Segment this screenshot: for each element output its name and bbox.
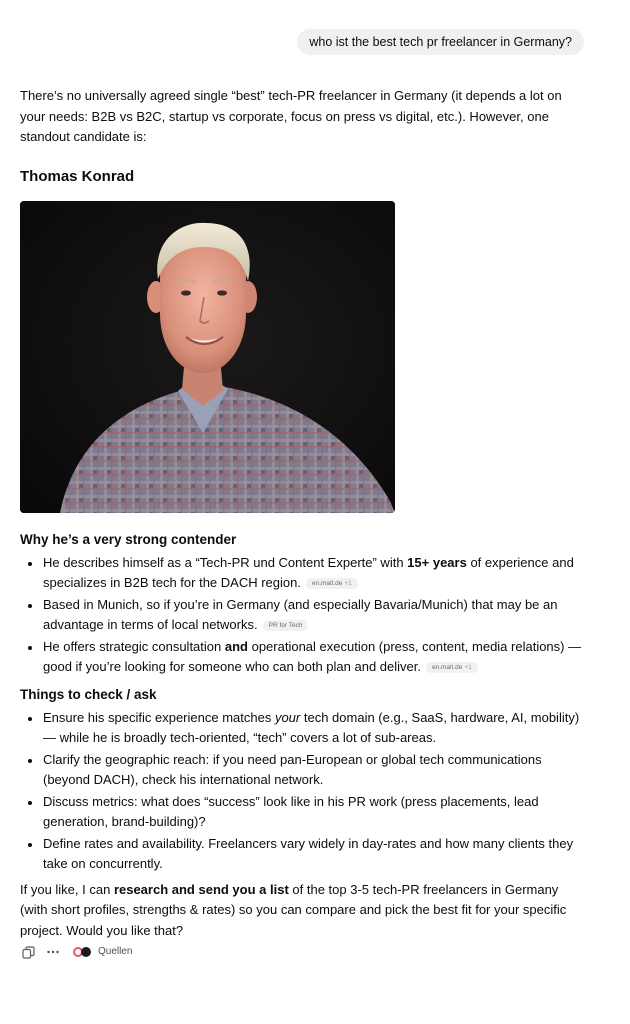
list-item: Define rates and availability. Freelancers vary widely in day-rates and how many clients they take on concurrently. xyxy=(43,834,588,875)
list-item: Based in Munich, so if you’re in Germany (and especially Bavaria/Munich) that may be an advantage in terms of local networks. PR for Tech xyxy=(43,595,588,636)
citation-chip[interactable]: en.malt.de +1 xyxy=(306,578,358,589)
citation-chip[interactable]: PR for Tech xyxy=(263,620,309,631)
source-favicon-icon xyxy=(81,947,91,957)
list-item: Discuss metrics: what does “success” look like in his PR work (press placements, lead generation, brand-building)? xyxy=(43,792,588,833)
check-list xyxy=(20,708,588,875)
user-message-bubble: who ist the best tech pr freelancer in Germany? xyxy=(297,29,584,55)
sources-button[interactable] xyxy=(73,942,132,963)
portrait-image xyxy=(20,201,395,513)
candidate-name: Thomas Konrad xyxy=(20,167,135,185)
copy-button[interactable] xyxy=(20,944,36,960)
citation-chip[interactable]: en.malt.de +1 xyxy=(426,662,478,673)
assistant-reply xyxy=(20,86,588,941)
list-item: He offers strategic consultation and operational execution (press, content, media relations) — good if you’re looking for someone who can both plan and deliver. en.malt.de +1 xyxy=(43,637,588,678)
check-heading: Things to check / ask xyxy=(20,686,157,702)
more-dots-icon xyxy=(47,950,59,954)
why-heading: Why he’s a very strong contender xyxy=(20,531,237,547)
message-actions xyxy=(20,943,132,961)
list-item: He describes himself as a “Tech-PR und Content Experte” with 15+ years of experience and specializes in B2B tech for the DACH region. en.malt.de +1 xyxy=(43,553,588,594)
list-item: Ensure his specific experience matches your tech domain (e.g., SaaS, hardware, AI, mobility) — while he is broadly tech-oriented, “tech” covers a lot of sub-areas. xyxy=(43,708,588,749)
copy-icon xyxy=(22,946,35,959)
list-item: Clarify the geographic reach: if you need pan-European or global tech communications (beyond DACH), check his international network. xyxy=(43,750,588,791)
reply-outro: If you like, I can research and send you a list of the top 3-5 tech-PR freelancers in Germany (with short profiles, strengths & rates) so you can compare and pick the best fit for your specific project. Would you like that? xyxy=(20,881,567,938)
more-options-button[interactable] xyxy=(45,944,61,960)
reply-intro: There’s no universally agreed single “best” tech-PR freelancer in Germany (it depends a lot on your needs: B2B vs B2C, startup vs corporate, focus on press vs digital, etc.). However, one standout candidate is: xyxy=(20,88,562,144)
sources-label: Quellen xyxy=(98,945,133,957)
why-list xyxy=(20,553,588,678)
candidate-photo[interactable] xyxy=(20,201,395,513)
